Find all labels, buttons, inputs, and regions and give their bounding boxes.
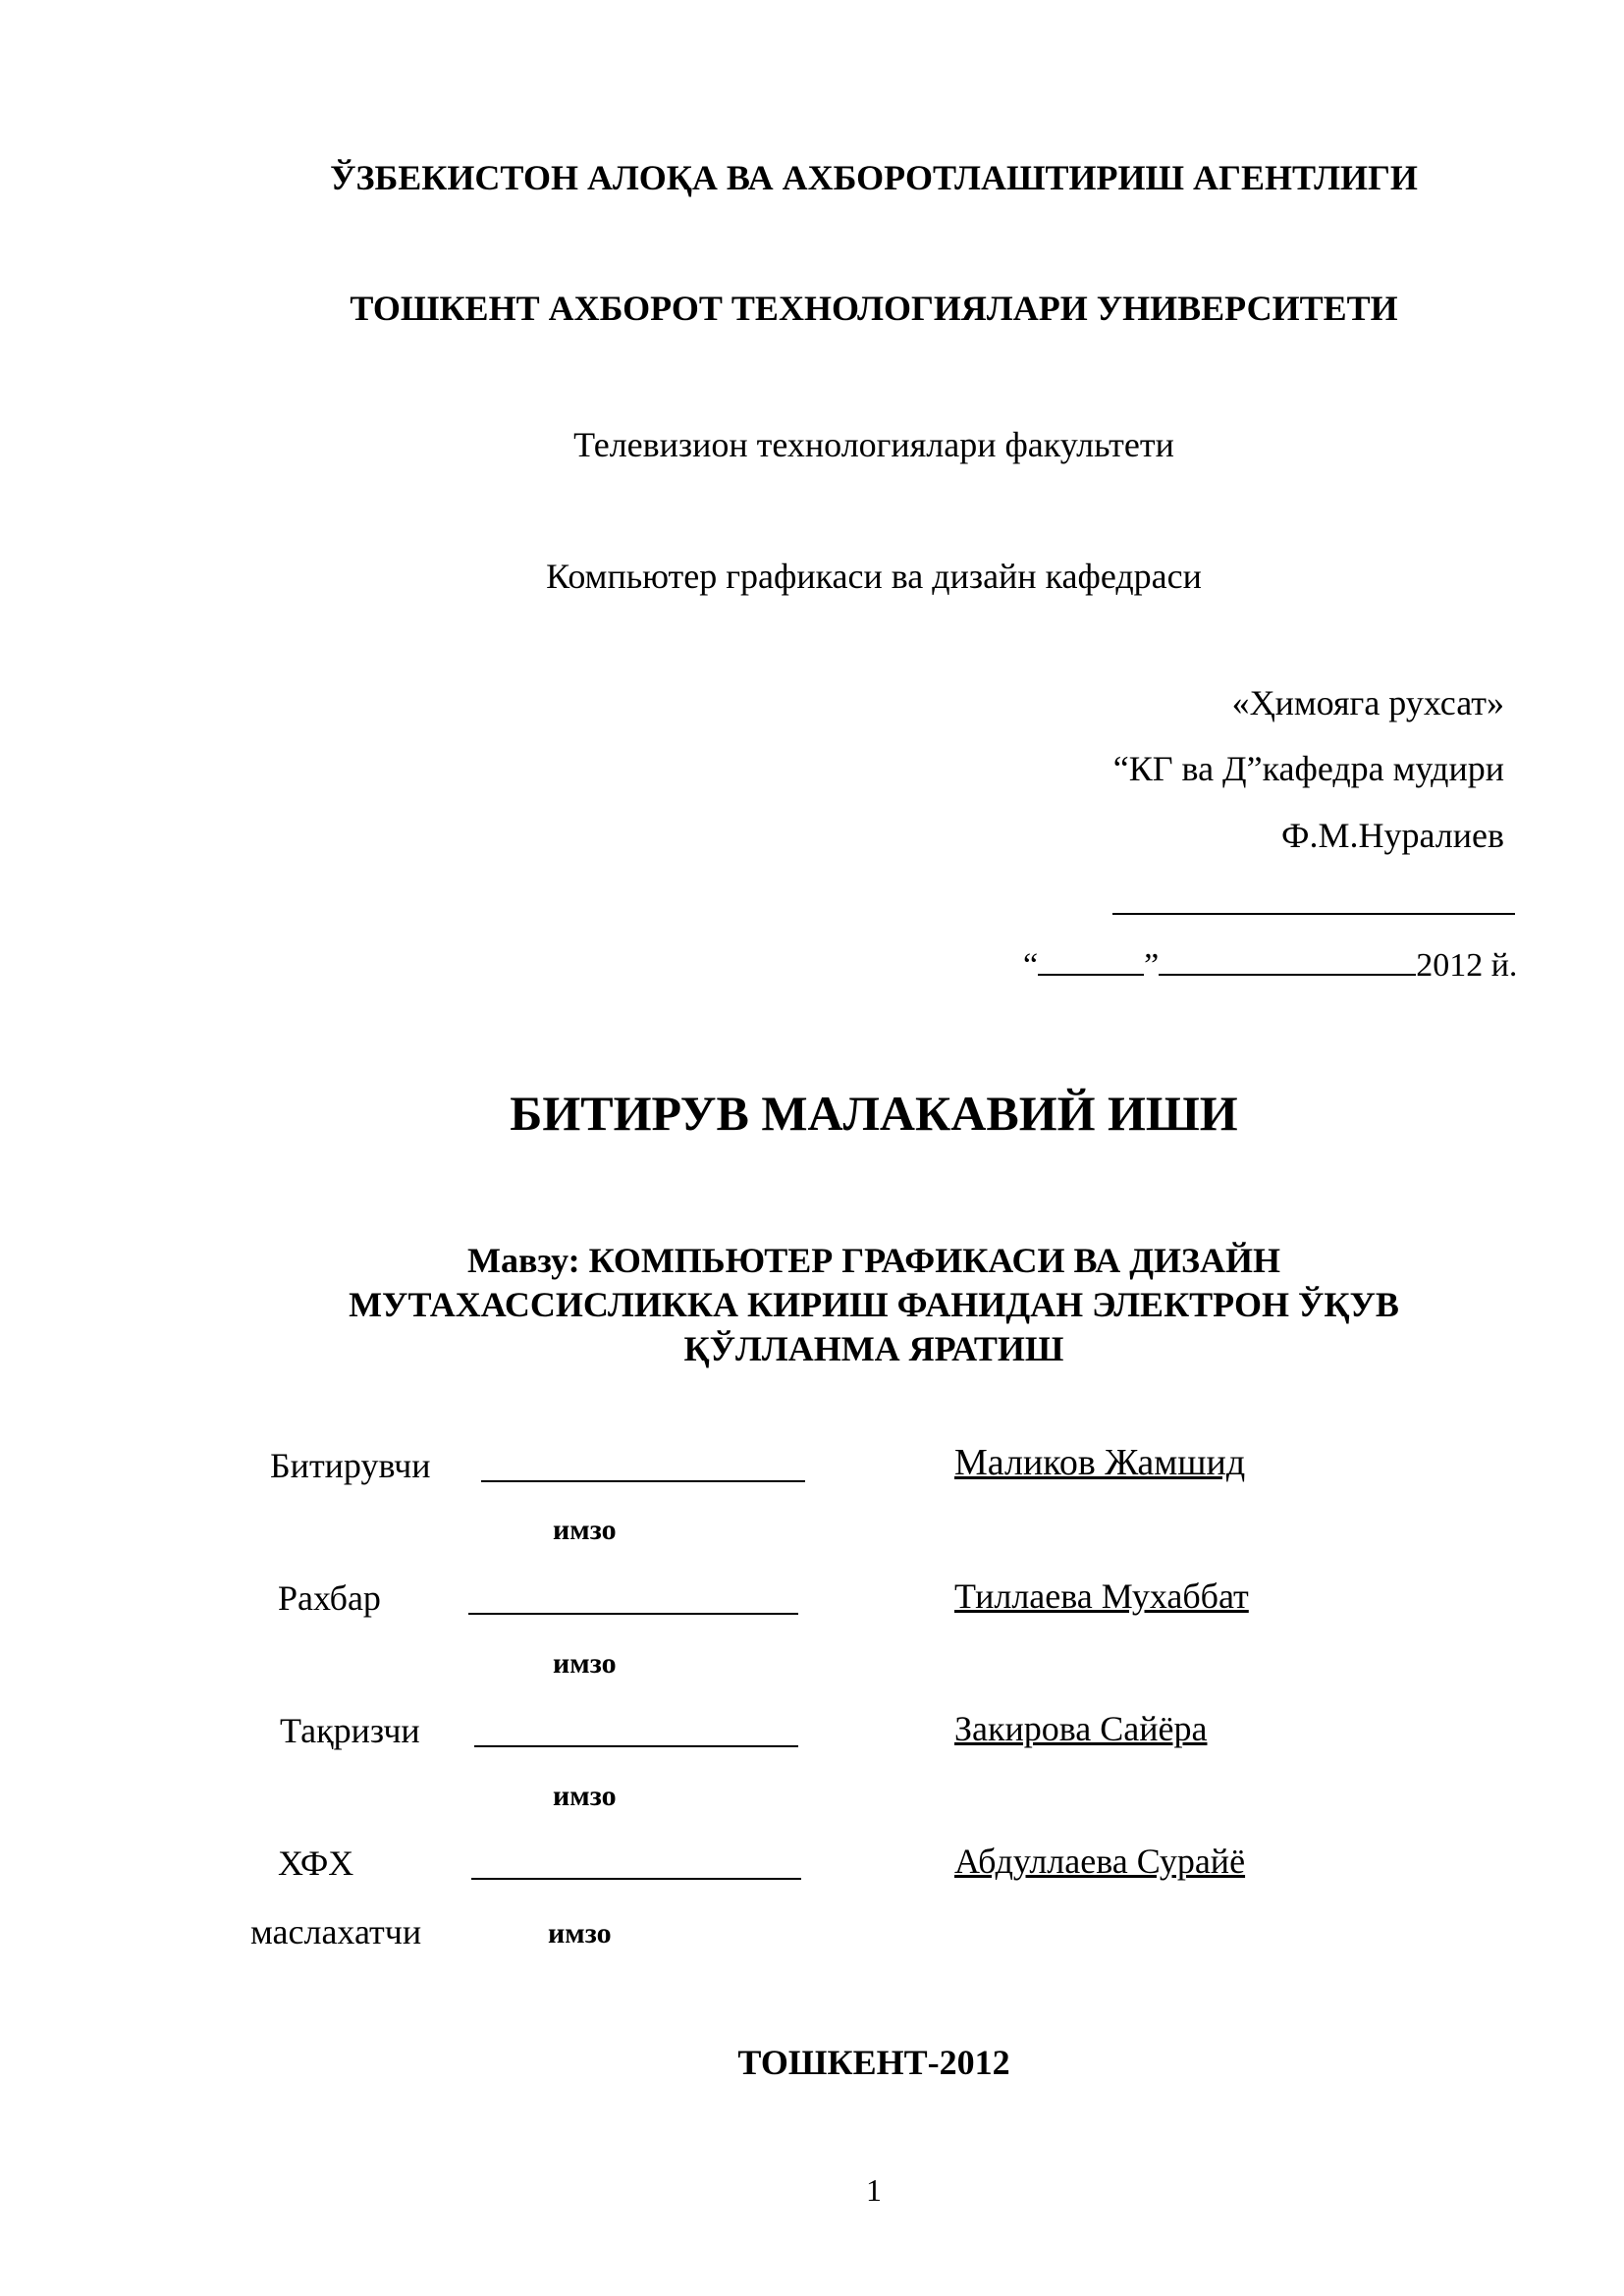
topic-line-3: ҚЎЛЛАНМА ЯРАТИШ (683, 1329, 1064, 1368)
topic-line-1: Мавзу: КОМПЬЮТЕР ГРАФИКАСИ ВА ДИЗАЙН (466, 1241, 1281, 1280)
role-label: Рахбар (278, 1578, 381, 1618)
person-name: Абдуллаева Сурайё (954, 1842, 1246, 1881)
role-label: Тақризчи (280, 1711, 420, 1750)
imzo-label: имзо (548, 1917, 612, 1949)
date-open-quote: “ (1023, 947, 1039, 984)
signature-line (471, 1878, 801, 1880)
signature-line (481, 1480, 805, 1482)
faculty-line: Телевизион технологиялари факультети (573, 425, 1174, 464)
role-label: ХФХ (278, 1843, 354, 1883)
topic-line-2: МУТАХАССИСЛИККА КИРИШ ФАНИДАН ЭЛЕКТРОН ЎҚУВ (349, 1285, 1399, 1324)
approval-position: “КГ ва Д”кафедра мудири (1112, 749, 1504, 788)
person-name: Маликов Жамшид (954, 1442, 1246, 1483)
agency-heading: ЎЗБЕКИСТОН АЛОҚА ВА АХБОРОТЛАШТИРИШ АГЕНТЛИГИ (330, 158, 1418, 197)
imzo-label: имзо (553, 1780, 617, 1812)
approval-head-name: Ф.М.Нуралиев (1281, 816, 1504, 855)
date-year: 2012 й. (1416, 947, 1518, 984)
city-year: ТОШКЕНТ-2012 (737, 2043, 1010, 2082)
role-label: Битирувчи (270, 1446, 431, 1485)
person-name: Тиллаева Мухаббат (954, 1576, 1249, 1616)
approval-signature-line (1112, 913, 1515, 915)
imzo-label: имзо (553, 1514, 617, 1546)
university-heading: ТОШКЕНТ АХБОРОТ ТЕХНОЛОГИЯЛАРИ УНИВЕРСИТЕТИ (350, 289, 1398, 328)
document-title: БИТИРУВ МАЛАКАВИЙ ИШИ (510, 1086, 1238, 1141)
department-line: Компьютер графикаси ва дизайн кафедраси (546, 557, 1202, 596)
page-number: 1 (866, 2172, 882, 2208)
date-close-quote: ” (1144, 947, 1160, 984)
approval-permission: «Ҳимояга рухсат» (1231, 683, 1504, 722)
person-name: Закирова Сайёра (954, 1709, 1208, 1748)
approval-date (1023, 947, 1517, 985)
imzo-label: имзо (553, 1647, 617, 1680)
role-label-continued: маслахатчи (250, 1912, 422, 1951)
date-day-blank (1038, 974, 1144, 976)
signature-line (474, 1745, 798, 1747)
signature-line (468, 1613, 798, 1615)
date-month-blank (1159, 974, 1416, 976)
